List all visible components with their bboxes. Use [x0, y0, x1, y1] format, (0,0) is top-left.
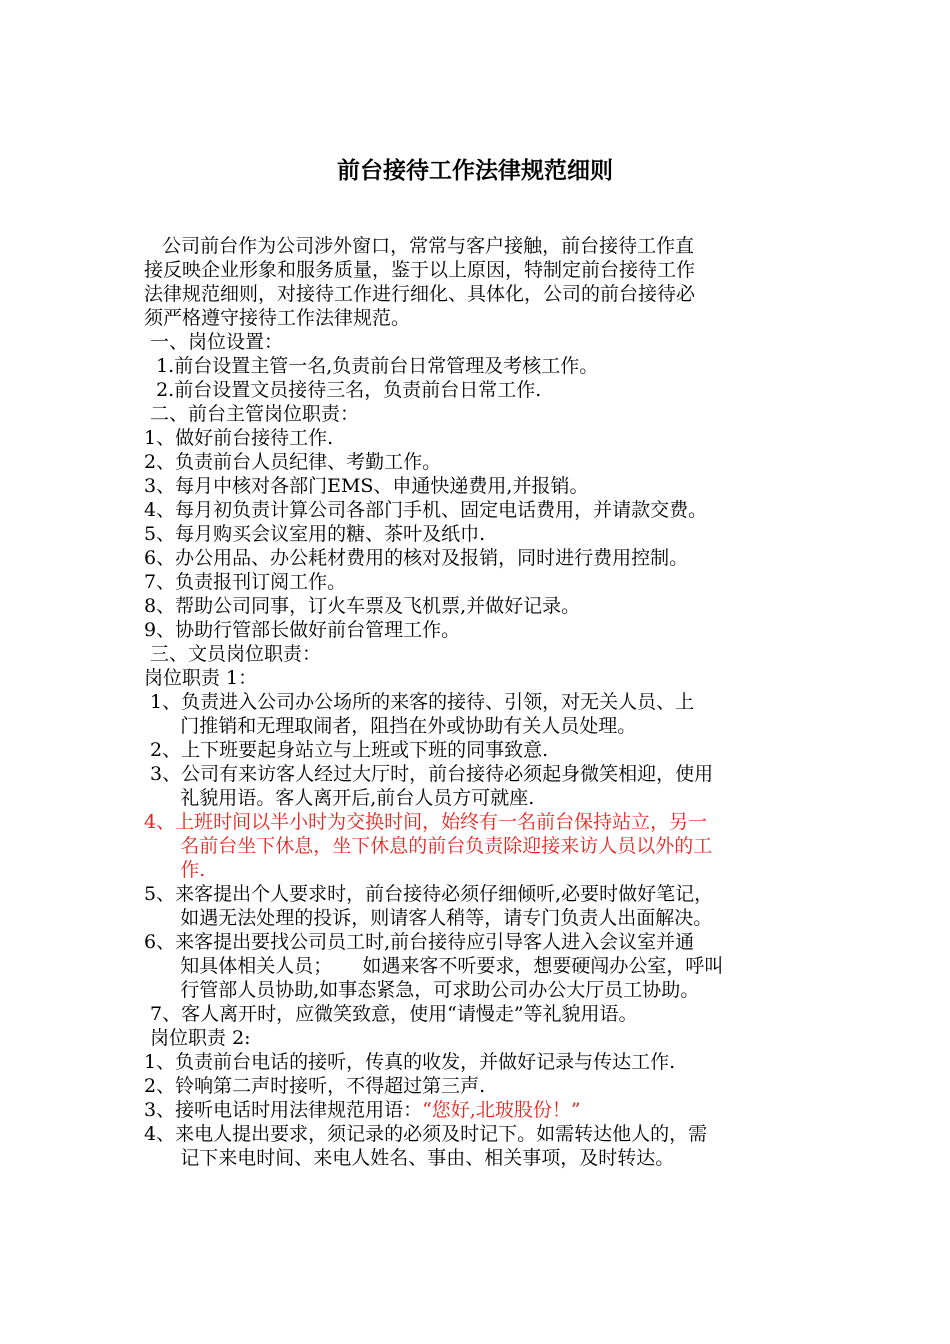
duty-item-line: 1、负责进入公司办公场所的来客的接待、引领，对无关人员、上	[144, 691, 695, 713]
section-heading-positions: 一、岗位设置：	[144, 331, 284, 353]
section-heading-clerk: 三、文员岗位职责：	[144, 643, 322, 665]
greeting-phrase: “您好,北玻股份！”	[422, 1099, 581, 1121]
list-item: 9、协助行管部长做好前台管理工作。	[144, 619, 461, 641]
duty-item-line: 7、客人离开时，应微笑致意，使用“请慢走”等礼貌用语。	[144, 1003, 638, 1025]
duty-item-line: 6、来客提出要找公司员工时,前台接待应引导客人进入会议室并通	[144, 931, 695, 953]
intro-paragraph	[144, 234, 824, 330]
duty-item-line: 门推销和无理取闹者，阻挡在外或协助有关人员处理。	[144, 715, 637, 737]
list-item: 5、每月购买会议室用的糖、茶叶及纸巾.	[144, 523, 486, 545]
duty-item-line: 礼貌用语。客人离开后,前台人员方可就座.	[144, 787, 535, 809]
intro-line: 须严格遵守接待工作法律规范。	[144, 307, 411, 329]
duty-item-line: 行管部人员协助,如事态紧急，可求助公司办公大厅员工协助。	[144, 979, 700, 1001]
list-item: 4、每月初负责计算公司各部门手机、固定电话费用，并请款交费。	[144, 499, 708, 521]
list-item: 6、办公用品、办公耗材费用的核对及报销，同时进行费用控制。	[144, 547, 689, 569]
duty-item-line: 4、来电人提出要求，须记录的必须及时记下。如需转达他人的，需	[144, 1123, 708, 1145]
intro-line: 接反映企业形象和服务质量，鉴于以上原因，特制定前台接待工作	[144, 259, 696, 281]
intro-line: 公司前台作为公司涉外窗口，常常与客户接触，前台接待工作直	[144, 235, 695, 257]
list-item: 2.前台设置文员接待三名，负责前台日常工作.	[144, 379, 542, 401]
duty-item-line: 2、上下班要起身站立与上班或下班的同事致意.	[144, 739, 549, 761]
duty-item-line: 如遇无法处理的投诉，则请客人稍等，请专门负责人出面解决。	[144, 907, 713, 929]
document-body	[144, 234, 824, 1170]
duty-item-line: 知具体相关人员； 如遇来客不听要求，想要硬闯办公室，呼叫	[144, 955, 724, 977]
list-item: 1、做好前台接待工作.	[144, 427, 334, 449]
document-title: 前台接待工作法律规范细则	[337, 158, 613, 184]
duty-item-line	[144, 1098, 824, 1122]
duty-heading-2: 岗位职责 2:	[144, 1027, 251, 1049]
list-item: 8、帮助公司同事，订火车票及飞机票,并做好记录。	[144, 595, 581, 617]
duty-item-text: 3、接听电话时用法律规范用语：	[144, 1099, 423, 1121]
section-heading-supervisor: 二、前台主管岗位职责：	[144, 403, 360, 425]
list-item: 2、负责前台人员纪律、考勤工作。	[144, 451, 442, 473]
duty-item-line: 5、来客提出个人要求时，前台接待必须仔细倾听,必要时做好笔记，	[144, 883, 714, 905]
duty-item-line: 记下来电时间、来电人姓名、事由、相关事项，及时转达。	[144, 1147, 675, 1169]
duty-heading-1: 岗位职责 1：	[144, 667, 258, 689]
duty-item-line: 3、公司有来访客人经过大厅时，前台接待必须起身微笑相迎，使用	[144, 763, 714, 785]
list-item: 1.前台设置主管一名,负责前台日常管理及考核工作。	[144, 355, 599, 377]
list-item: 3、每月中核对各部门EMS、申通快递费用,并报销。	[144, 475, 589, 497]
intro-line: 法律规范细则，对接待工作进行细化、具体化，公司的前台接待必	[144, 283, 696, 305]
highlighted-duty-line: 作.	[144, 859, 206, 881]
highlighted-duty-line: 4、上班时间以半小时为交换时间，始终有一名前台保持站立，另一	[144, 811, 708, 833]
duty-item-line: 2、铃响第二声时接听，不得超过第三声.	[144, 1075, 486, 1097]
highlighted-duty-line: 名前台坐下休息，坐下休息的前台负责除迎接来访人员以外的工	[144, 835, 713, 857]
duty-item-line: 1、负责前台电话的接听，传真的收发，并做好记录与传达工作.	[144, 1051, 676, 1073]
list-item: 7、负责报刊订阅工作。	[144, 571, 347, 593]
